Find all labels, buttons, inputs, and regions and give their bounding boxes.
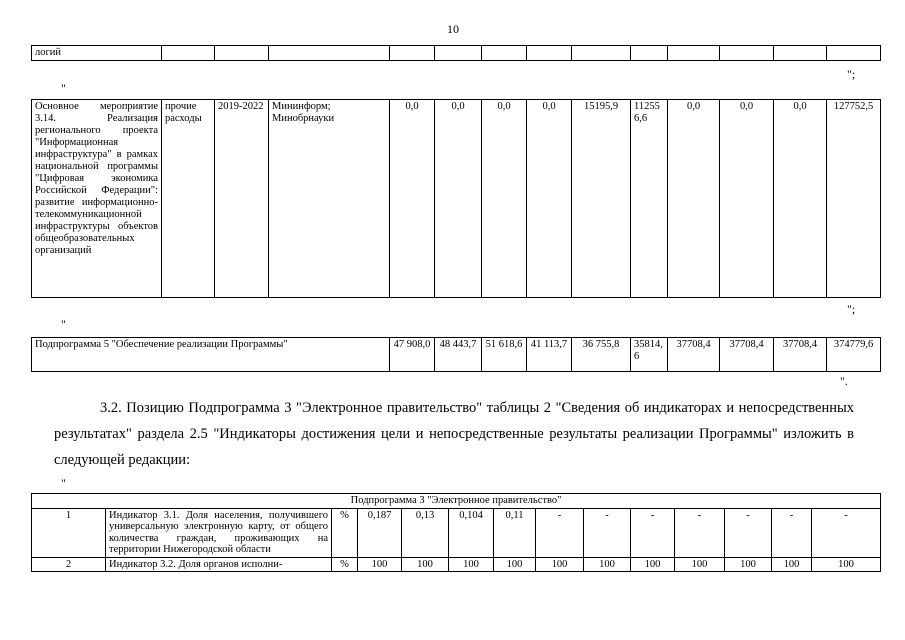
row-number: 1 bbox=[32, 508, 106, 557]
value-cell: - bbox=[675, 508, 725, 557]
body-paragraph bbox=[54, 395, 854, 473]
table-row bbox=[32, 100, 881, 298]
paragraph-text: 3.2. Позицию Подпрограмма 3 "Электронное правительство" таблицы 2 "Сведения об индикаторах и непосредственных результатах" раздела 2.5 "Индикаторы достижения цели и непосредственные результаты реализации Программы" изложить в следующей редакции: bbox=[54, 400, 854, 468]
value-cell: 35814,6 bbox=[631, 338, 668, 372]
value-cell: 127752,5 bbox=[827, 100, 881, 298]
measure-table bbox=[31, 99, 881, 298]
value-cell: 51 618,6 bbox=[482, 338, 527, 372]
subprogram-header: Подпрограмма 3 "Электронное правительство" bbox=[32, 494, 881, 509]
measure-period: 2019-2022 bbox=[215, 100, 269, 298]
value-cell: 0,0 bbox=[527, 100, 572, 298]
value-cell: 100 bbox=[631, 557, 675, 572]
measure-category: прочие расходы bbox=[162, 100, 215, 298]
value-cell: 100 bbox=[812, 557, 881, 572]
top-table bbox=[31, 45, 881, 61]
subprogram5-table bbox=[31, 337, 881, 372]
value-cell: 0,104 bbox=[449, 508, 494, 557]
closing-quote: ". bbox=[840, 374, 848, 388]
closing-quote: "; bbox=[847, 302, 856, 316]
measure-name: Основное мероприятие 3.14. Реализация регионального проекта "Информационная инфраструктура" в рамках национальной программы "Цифровая экономика Российской Федерации": развитие информационно-телекоммуникационной инфраструктуры объектов общеобразовательных организаций bbox=[32, 100, 162, 298]
value-cell: 48 443,7 bbox=[435, 338, 482, 372]
value-cell: 100 bbox=[725, 557, 772, 572]
value-cell: 0,11 bbox=[494, 508, 536, 557]
indicator-name: Индикатор 3.1. Доля населения, получившего универсальную электронную карту, от общего количества граждан, проживающих на территории Нижегородской области bbox=[106, 508, 332, 557]
value-cell: - bbox=[631, 508, 675, 557]
value-cell: 37708,4 bbox=[774, 338, 827, 372]
table-header-row bbox=[32, 494, 881, 509]
value-cell: 100 bbox=[675, 557, 725, 572]
value-cell: 0,0 bbox=[390, 100, 435, 298]
value-cell: 37708,4 bbox=[668, 338, 720, 372]
closing-quote: "; bbox=[847, 67, 856, 81]
unit-cell: % bbox=[332, 557, 358, 572]
subprogram5-name: Подпрограмма 5 "Обеспечение реализации Программы" bbox=[32, 338, 390, 372]
value-cell: 36 755,8 bbox=[572, 338, 631, 372]
value-cell: 100 bbox=[402, 557, 449, 572]
row-number: 2 bbox=[32, 557, 106, 572]
value-cell: - bbox=[812, 508, 881, 557]
indicator-table bbox=[31, 493, 881, 572]
value-cell: 47 908,0 bbox=[390, 338, 435, 372]
unit-cell: % bbox=[332, 508, 358, 557]
opening-quote: " bbox=[61, 81, 66, 95]
measure-executor: Мининформ; Минобрнауки bbox=[269, 100, 390, 298]
table-row bbox=[32, 508, 881, 557]
opening-quote: " bbox=[61, 317, 66, 331]
value-cell: 100 bbox=[536, 557, 584, 572]
value-cell: 100 bbox=[358, 557, 402, 572]
value-cell: - bbox=[536, 508, 584, 557]
value-cell: 0,0 bbox=[482, 100, 527, 298]
value-cell: 41 113,7 bbox=[527, 338, 572, 372]
value-cell: 112556,6 bbox=[631, 100, 668, 298]
value-cell: 100 bbox=[772, 557, 812, 572]
value-cell: 374779,6 bbox=[827, 338, 881, 372]
value-cell: 0,0 bbox=[668, 100, 720, 298]
indicator-name: Индикатор 3.2. Доля органов исполни- bbox=[106, 557, 332, 572]
table-cell: логий bbox=[32, 46, 162, 61]
value-cell: 0,0 bbox=[435, 100, 482, 298]
value-cell: 37708,4 bbox=[720, 338, 774, 372]
value-cell: 15195,9 bbox=[572, 100, 631, 298]
value-cell: 0,13 bbox=[402, 508, 449, 557]
opening-quote: " bbox=[61, 476, 66, 490]
value-cell: 100 bbox=[449, 557, 494, 572]
value-cell: 100 bbox=[584, 557, 631, 572]
value-cell: 100 bbox=[494, 557, 536, 572]
page-number: 10 bbox=[447, 22, 459, 36]
value-cell: 0,187 bbox=[358, 508, 402, 557]
value-cell: - bbox=[772, 508, 812, 557]
table-row bbox=[32, 338, 881, 372]
value-cell: 0,0 bbox=[774, 100, 827, 298]
value-cell: 0,0 bbox=[720, 100, 774, 298]
value-cell: - bbox=[725, 508, 772, 557]
table-row bbox=[32, 557, 881, 572]
value-cell: - bbox=[584, 508, 631, 557]
